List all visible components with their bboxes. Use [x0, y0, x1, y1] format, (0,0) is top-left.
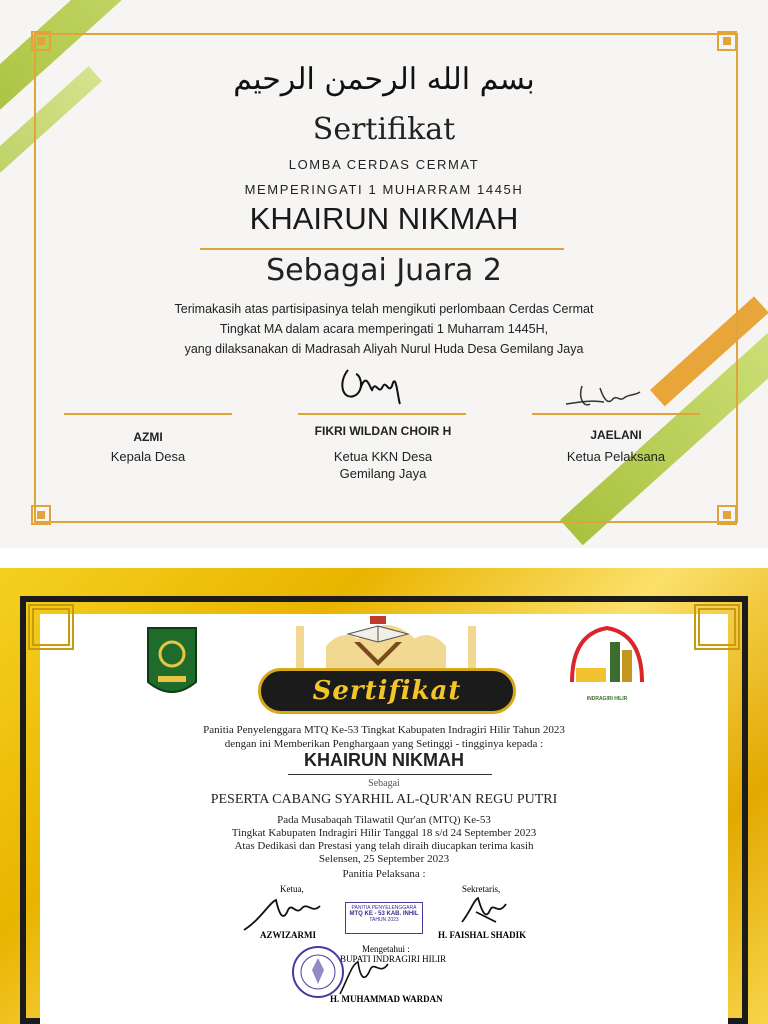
award-rank: Sebagai Juara 2 — [266, 253, 502, 288]
corner-ornament-icon — [716, 30, 738, 52]
committee-label: Panitia Pelaksana : — [342, 868, 426, 880]
intro-line: dengan ini Memberikan Penghargaan yang Setinggi - tingginya kepada : — [224, 738, 544, 750]
category-text: PESERTA CABANG SYARHIL AL-QUR'AN REGU PUTRI — [210, 792, 558, 807]
event-logo — [566, 622, 648, 702]
signature-jaelani — [560, 380, 646, 414]
signatory-name: JAELANI — [590, 428, 642, 442]
event-logo-caption: INDRAGIRI HILIR — [586, 696, 628, 702]
competition-name: LOMBA CERDAS CERMAT — [288, 157, 480, 172]
signatory-name: FIKRI WILDAN CHOIR H — [314, 424, 452, 438]
signature-line — [532, 413, 700, 415]
intro-line: Panitia Penyelenggara MTQ Ke-53 Tingkat Kabupaten Indragiri Hilir Tahun 2023 — [203, 724, 565, 736]
certificate-title: Sertifikat — [312, 112, 456, 147]
bismillah-calligraphy: بسم الله الرحمن الرحيم — [233, 62, 535, 97]
bupati-name: H. MUHAMMAD WARDAN — [330, 994, 443, 1004]
sekretaris-signature — [456, 892, 512, 932]
sebagai-label: Sebagai — [368, 778, 400, 789]
signatory-role: Kepala Desa — [110, 449, 186, 464]
signatory-role: Ketua KKN Desa Gemilang Jaya — [333, 449, 433, 481]
ketua-name: AZWIZARMI — [260, 930, 317, 940]
bupati-title: BUPATI INDRAGIRI HILIR — [340, 954, 447, 964]
regional-emblem-logo — [146, 626, 198, 702]
corner-ornament-icon — [30, 30, 52, 52]
recipient-name: KHAIRUN NIKMAH — [249, 201, 519, 236]
corner-ornament-icon — [28, 604, 74, 650]
issue-date: Selensen, 25 September 2023 — [318, 853, 450, 865]
sekretaris-name: H. FAISHAL SHADIK — [438, 930, 527, 940]
signature-line — [64, 413, 232, 415]
mengetahui-label: Mengetahui : — [362, 944, 410, 954]
corner-ornament-icon — [30, 504, 52, 526]
detail-line: Tingkat Kabupaten Indragiri Hilir Tanggal 18 s/d 24 September 2023 — [231, 827, 537, 839]
ketua-label: Ketua, — [280, 884, 304, 894]
name-underline — [288, 774, 492, 775]
signatory-role: Ketua Pelaksana — [566, 449, 666, 464]
signature-line — [298, 413, 466, 415]
signature-fikri — [336, 360, 410, 408]
corner-ornament-icon — [694, 604, 740, 650]
event-name: MEMPERINGATI 1 MUHARRAM 1445H — [244, 182, 524, 197]
name-divider — [200, 248, 564, 250]
quran-stand-icon — [340, 612, 416, 670]
sekretaris-label: Sekretaris, — [462, 884, 501, 894]
recipient-name: KHAIRUN NIKMAH — [304, 750, 464, 770]
body-text-line: yang dilaksanakan di Madrasah Aliyah Nurul Huda Desa Gemilang Jaya — [184, 342, 584, 356]
detail-line: Pada Musabaqah Tilawatil Qur'an (MTQ) Ke-53 — [277, 814, 491, 826]
corner-ornament-icon — [716, 504, 738, 526]
body-text-line: Tingkat MA dalam acara memperingati 1 Muharram 1445H, — [219, 322, 549, 336]
body-text-line: Terimakasih atas partisipasinya telah mengikuti perlombaan Cerdas Cermat — [174, 302, 594, 316]
certificate-mtq — [0, 568, 768, 1024]
certificate-title: Sertifikat — [312, 676, 462, 706]
signatory-name: AZMI — [133, 430, 163, 444]
title-banner — [258, 668, 516, 714]
bupati-signature — [334, 954, 394, 998]
detail-line: Atas Dedikasi dan Prestasi yang telah diraih diucapkan terima kasih — [234, 840, 534, 852]
committee-stamp: PANITIA PENYELENGGARA MTQ KE - 53 KAB. INHIL TAHUN 2023 — [345, 902, 423, 934]
